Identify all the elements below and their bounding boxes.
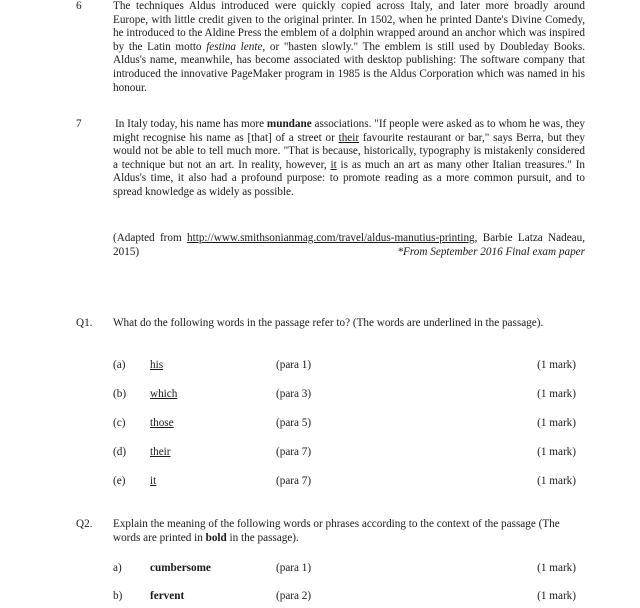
item-ref: (para 1) — [276, 562, 312, 574]
citation-prefix: (Adapted from — [113, 232, 182, 244]
item-label: b) — [113, 590, 123, 602]
paragraph-number: 6 — [76, 0, 82, 12]
question-number: Q2. — [76, 518, 93, 530]
item-ref: (para 2) — [276, 590, 312, 602]
item-label: (c) — [113, 417, 126, 429]
q1-item-d — [113, 446, 576, 460]
q2-item-b — [113, 590, 576, 604]
text-run: is as much an art as many other Italian treasures." In Aldus's time, it also had a profound purpose: to promote reading as a more common pursuit, and to spread knowledge as widely as possible. — [113, 158, 586, 198]
item-mark: (1 mark) — [537, 590, 576, 602]
question-prompt — [113, 518, 585, 545]
prompt-text-end: in the passage). — [226, 531, 299, 544]
item-mark: (1 mark) — [537, 475, 576, 487]
item-word: which — [150, 388, 178, 400]
prompt-bold: bold — [205, 531, 227, 544]
q1-item-a — [113, 359, 576, 373]
underlined-word: it — [330, 158, 337, 171]
item-word: fervent — [150, 590, 185, 602]
item-mark: (1 mark) — [537, 562, 576, 574]
paragraph-number: 7 — [76, 118, 82, 130]
q1-item-b — [113, 388, 576, 402]
source-note: *From September 2016 Final exam paper — [397, 246, 585, 258]
text-run: , or "hasten slowly." The emblem is still used by Doubleday Books. Aldus's name, meanwhile, has become associated with desktop publishing: The software company that introduced the innovative PageMaker program in 1985 is the Aldus Corporation which was named in his honour. — [113, 40, 585, 94]
q2-item-a — [113, 562, 576, 576]
item-mark: (1 mark) — [537, 359, 576, 371]
item-ref: (para 7) — [276, 475, 312, 487]
text-run: associations. "If people were asked as to whom he was, they might recognise his name as [that] of a street or — [113, 118, 585, 144]
bold-term: mundane — [266, 118, 312, 130]
paragraph-7 — [113, 118, 585, 200]
item-word: cumbersome — [150, 562, 211, 574]
item-word: those — [150, 417, 174, 429]
item-ref: (para 5) — [276, 417, 312, 429]
q1-item-c — [113, 417, 576, 431]
item-mark: (1 mark) — [537, 446, 576, 458]
question-number: Q1. — [76, 317, 93, 329]
text-run: In Italy today, his name has more — [115, 118, 267, 130]
item-word: it — [150, 475, 157, 487]
item-word: their — [150, 446, 171, 458]
citation-suffix: , Barbie Latza Nadeau, 2015) — [113, 232, 586, 258]
citation-link[interactable]: http://www.smithsonianmag.com/travel/aldus-manutius-printing — [187, 232, 475, 244]
text-run: The techniques Aldus introduced were quickly copied across Italy, and later more broadly around Europe, with little credit given to the original printer. In 1502, when he printed Dante's Divine Comedy, he introduced to the Aldine Press the emblem of a dolphin wrapped around an anchor which was inspired by the Latin motto — [113, 0, 585, 53]
item-label: (a) — [113, 359, 126, 371]
item-mark: (1 mark) — [537, 388, 576, 400]
paragraph-6 — [113, 0, 585, 95]
question-prompt: What do the following words in the passage refer to? (The words are underlined in the passage). — [113, 317, 544, 329]
item-label: (b) — [113, 388, 127, 400]
item-mark: (1 mark) — [537, 417, 576, 429]
item-label: a) — [113, 562, 122, 574]
item-ref: (para 3) — [276, 388, 312, 400]
item-label: (d) — [113, 446, 127, 458]
text-run: favourite restaurant or bar," says Berra, but they would not be able to tell much more. "That is because, historically, typography is mistakenly considered a technique but not an art. In reality, however, — [113, 131, 585, 171]
underlined-word: their — [338, 131, 360, 144]
text-run: festina lente — [206, 40, 263, 53]
item-ref: (para 1) — [276, 359, 312, 371]
item-label: (e) — [113, 475, 126, 487]
prompt-text: Explain the meaning of the following words or phrases according to the context of the passage (The words are printed in — [113, 518, 560, 544]
item-ref: (para 7) — [276, 446, 312, 458]
q1-item-e — [113, 475, 576, 489]
item-word: his — [150, 359, 164, 371]
